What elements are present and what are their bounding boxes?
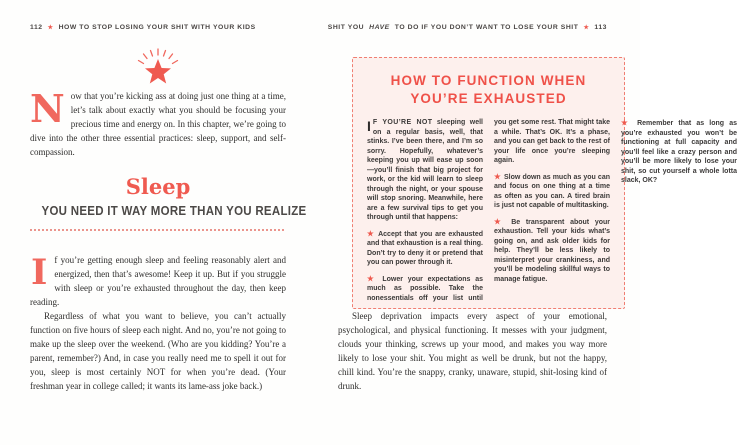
bullet-item bbox=[367, 229, 483, 268]
body-paragraph-3: Regardless of what you want to believe, you can’t actually function on five hours of sleep each night. And no, you’re not going to make up the sleep over the weekend. (Who are you kidding? You’re a parent, remember?) And, in case you really need me to spell it out for you, sleep is most certainly NOT for when you’re dead. (Your freshman year in college called; it wants its lame-ass joke back.) bbox=[30, 311, 286, 391]
bullet-item bbox=[494, 217, 610, 285]
drop-cap-n: N bbox=[30, 86, 65, 131]
tip-box-intro-lead: F YOU’RE NOT bbox=[372, 119, 433, 126]
bullet-text: Remember that as long as you’re exhausted you won’t be functioning at full capacity and you’ll feel like a crazy person and you’ll be more likely to lose your shit, so cut yourself a whole lotta slack, OK? bbox=[621, 120, 737, 184]
bullet-star-icon: ★ bbox=[621, 118, 631, 127]
tip-box bbox=[352, 57, 737, 309]
intro-paragraph bbox=[30, 86, 286, 159]
header-star-icon: ★ bbox=[47, 24, 54, 31]
right-page-number: 113 bbox=[594, 24, 607, 31]
star-burst-icon bbox=[30, 45, 286, 89]
right-header-title-post: TO DO IF YOU DON’T WANT TO LOSE YOUR SHIT bbox=[394, 24, 579, 31]
drop-cap-i: I bbox=[31, 252, 48, 293]
bullet-item bbox=[494, 172, 610, 211]
tip-box-intro-text: sleeping well on a regular basis, well, that stinks. I’ve been there, and I’m so sorry. Hopefully, whatever’s keeping you up will ease up soon—you’ll finish that big project for work, or the kid will learn to sleep through the night, or your spouse will stop snoring. Meanwhile, here are a few survival tips to get you through until that happens: bbox=[367, 119, 484, 221]
tip-box-intro bbox=[367, 118, 483, 223]
tip-box-columns bbox=[367, 118, 737, 306]
closing-paragraph: Sleep deprivation impacts every aspect of your emotional, psychological, and physical functioning. It messes with your judgment, clouds your thinking, screws up your mood, and makes you way more likely to lose your shit. You might as well be drunk, but not the happy, chill kind. You’re the snappy, cranky, unaware, stupid, shit-losing kind of drunk. bbox=[338, 311, 607, 391]
right-running-head bbox=[327, 24, 607, 31]
dotted-divider bbox=[30, 229, 284, 231]
bullet-text: Accept that you are exhausted and that exhaustion is a real thing. Don’t try to deny it or pretend that you can power through it. bbox=[367, 230, 484, 266]
bullet-text: Slow down as much as you can and focus on one thing at a time as often as you can. A tired brain is just not capable of multitasking. bbox=[494, 173, 610, 209]
intro-text: ow that you’re kicking ass at doing just one thing at a time, let’s talk about exactly what you should be focusing your precious time and energy on. In this chapter, we’re going to dive into the other three essential practices: sleep, support, and self-compassion. bbox=[30, 91, 286, 157]
bullet-item bbox=[621, 118, 737, 186]
right-header-title-pre: SHIT YOU bbox=[327, 24, 365, 31]
left-page-number: 112 bbox=[30, 24, 43, 31]
header-star-icon: ★ bbox=[583, 24, 590, 31]
tip-box-title bbox=[367, 72, 610, 108]
para2-text: f you’re getting enough sleep and feeling reasonably alert and energized, then that’s awesome! Keep it up. But if you struggle with sleep or you’re exhausted throughout the day, then keep reading. bbox=[30, 255, 286, 307]
section-heading: Sleep bbox=[125, 174, 191, 199]
left-header-title: HOW TO STOP LOSING YOUR SHIT WITH YOUR KIDS bbox=[58, 24, 256, 31]
body-paragraph-2 bbox=[30, 253, 286, 309]
bullet-star-icon: ★ bbox=[367, 228, 375, 238]
left-page bbox=[0, 0, 320, 445]
left-running-head bbox=[30, 24, 286, 31]
section-subheading-wrap bbox=[30, 202, 307, 220]
section-subheading: YOU NEED IT WAY MORE THAN YOU REALIZE bbox=[41, 204, 307, 218]
bullet-star-icon: ★ bbox=[494, 216, 505, 226]
tip-box-title-line2: YOU’RE EXHAUSTED bbox=[410, 91, 567, 106]
bullet-star-icon: ★ bbox=[367, 273, 377, 283]
tip-box-title-line1: HOW TO FUNCTION WHEN bbox=[390, 73, 587, 88]
tip-box-drop-cap: I bbox=[367, 118, 371, 134]
bullet-text: Be transparent about your exhaustion. Tell your kids what’s going on, and ask older kids for help. They’ll be less likely to misinterpret your crankiness, and you’ll be modeling skillful ways to manage fatigue. bbox=[494, 218, 610, 283]
bullet-star-icon: ★ bbox=[494, 171, 501, 181]
right-header-title-italic: HAVE bbox=[369, 24, 390, 31]
bullet-text: Lower your expectations as much as possible. Take the nonessentials off your list until you get some rest. That might take a while. That’s OK. It’s a phase, and you can get back to the rest of your life once you’re sleeping again. bbox=[367, 119, 610, 302]
right-page bbox=[320, 0, 737, 445]
